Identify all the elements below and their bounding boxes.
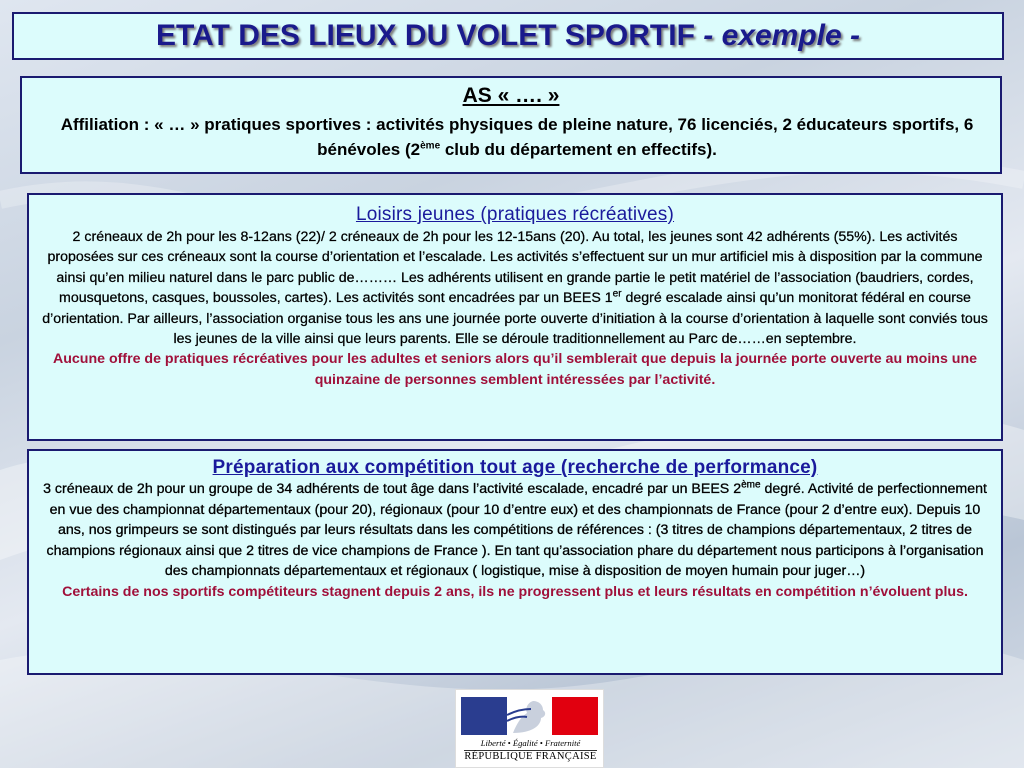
logo-republic-text: RÉPUBLIQUE FRANÇAISE <box>464 751 597 762</box>
preparation-body-part1: 3 créneaux de 2h pour un groupe de 34 adhérents de tout âge dans l’activité escalade, encadré par un BEES 2 <box>43 481 742 497</box>
page-title-main: ETAT DES LIEUX DU VOLET SPORTIF <box>156 19 695 52</box>
as-text-part1: Affiliation : « … » pratiques sportives : activités physiques de pleine nature, 76 licenciés, 2 éducateurs sportifs, 6 bénévoles (2 <box>60 115 974 159</box>
as-title: AS « …. » <box>462 84 560 107</box>
preparation-note: Certains de nos sportifs compétiteurs stagnent depuis 2 ans, ils ne progressent plus et leurs résultats en compétition n’évoluent plus. <box>62 583 968 600</box>
loisirs-body-sup: er <box>612 288 622 300</box>
as-text-part2: club du département en effectifs). <box>440 140 717 159</box>
page-title <box>14 14 1002 58</box>
marianne-flag-icon <box>461 697 598 735</box>
as-affiliation-text <box>52 112 982 162</box>
page-title-sub: - exemple - <box>703 19 860 52</box>
loisirs-note: Aucune offre de pratiques récréatives pour les adultes et seniors alors qu’il semblerait que depuis la journée porte ouverte au moins une quinzaine de personnes semblent intéressées par l’activité. <box>52 351 978 388</box>
as-text-sup: ème <box>420 140 441 152</box>
preparation-body <box>41 479 989 582</box>
title-banner <box>12 12 1004 60</box>
loisirs-section <box>27 193 1003 441</box>
preparation-section <box>27 449 1003 675</box>
loisirs-body-part2: degré escalade ainsi qu’un monitorat fédéral en course d’orientation. Par ailleurs, l’association organise tous les ans une journée porte ouverte d’initiation à la course d’orientation à laquelle sont conviés tous les jeunes de la ville ainsi que leurs parents. Elle se déroule traditionnellement au Parc de……en septembre. <box>42 290 988 348</box>
as-info-box <box>20 76 1002 174</box>
logo-motto: Liberté • Égalité • Fraternité <box>480 738 581 748</box>
loisirs-title: Loisirs jeunes (pratiques récréatives) <box>355 204 675 225</box>
preparation-body-sup: ème <box>741 479 761 491</box>
loisirs-body <box>41 227 989 349</box>
preparation-body-part2: degré. Activité de perfectionnement en vue des championnat départementaux (pour 20), régionaux (pour 10 d’entre eux) et des championnats de France (pour 2 d’entre eux). Depuis 10 ans, nos grimpeurs se sont distingués par leurs résultats dans les compétitions de références : (3 titres de champions départementaux, 2 titres de champions régionaux ainsi que 2 titres de vice champions de France ). En tant qu’association phare du département nous participons à l’organisation des championnats départementaux et régionaux ( logistique, mise à disposition de moyen humain pour juger…) <box>46 481 987 580</box>
republique-francaise-logo <box>455 689 604 768</box>
preparation-title: Préparation aux compétition tout age (recherche de performance) <box>212 457 818 478</box>
loisirs-body-part1: 2 créneaux de 2h pour les 8-12ans (22)/ 2 créneaux de 2h pour les 12-15ans (20). Au total, les jeunes sont 42 adhérents (55%). Les activités proposées sur ces créneaux sont la course d’orientation et l’escalade. Les activités s’effectuent sur un mur artificiel mis à disposition par la commune ainsi qu’en milieu naturel dans le parc public de……… Les adhérents utilisent en grande partie le petit matériel de l’association (baudriers, cordes, mousquetons, casques, boussoles, cartes). Les activités sont encadrées par un BEES 1 <box>47 229 983 307</box>
